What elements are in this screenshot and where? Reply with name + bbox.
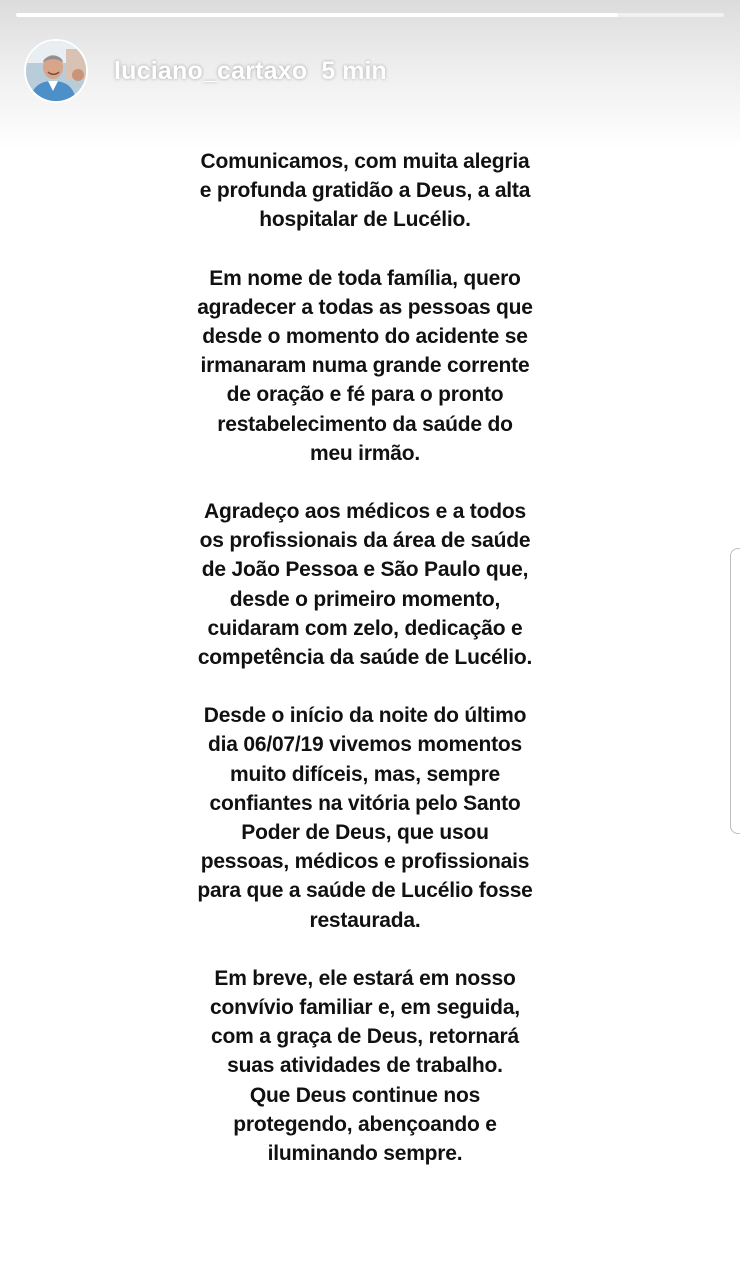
message-line: muito difíceis, mas, sempre: [229, 762, 501, 786]
message-line: desde o momento do acidente se: [202, 325, 528, 349]
message-line: protegendo, abençoando e: [233, 1112, 497, 1136]
message-paragraph: [150, 701, 580, 935]
message-line: Que Deus continue nos: [249, 1083, 481, 1107]
side-edge-handle[interactable]: [730, 548, 740, 834]
story-progress-bar: [16, 13, 724, 17]
message-line: Comunicamos, com muita alegria: [200, 150, 530, 173]
timestamp: 5 min: [321, 56, 387, 85]
message-line: confiantes na vitória pelo Santo: [209, 791, 521, 815]
message-line: Poder de Deus, que usou: [241, 821, 489, 845]
message-line: iluminando sempre.: [267, 1142, 463, 1166]
message-line: Em nome de toda família, quero: [209, 266, 521, 290]
message-line: os profissionais da área de saúde: [199, 529, 531, 553]
message-paragraph: [150, 497, 580, 672]
message-line: restaurada.: [309, 908, 421, 932]
message-paragraph: [150, 964, 580, 1168]
story-header: [24, 38, 387, 104]
message-paragraph: [150, 264, 580, 468]
message-line: cuidaram com zelo, dedicação e: [207, 616, 523, 640]
message-line: com a graça de Deus, retornará: [211, 1025, 519, 1049]
message-line: meu irmão.: [309, 441, 421, 465]
message-line: irmanaram numa grande corrente: [200, 354, 530, 378]
username[interactable]: luciano_cartaxo: [114, 56, 308, 85]
message-line: dia 06/07/19 vivemos momentos: [207, 733, 523, 757]
message-line: e profunda gratidão a Deus, a alta: [199, 179, 531, 203]
story-message: [150, 147, 580, 1168]
message-line: agradecer a todas as pessoas que: [197, 295, 533, 319]
message-line: pessoas, médicos e profissionais: [200, 850, 530, 874]
message-line: hospitalar de Lucélio.: [259, 208, 471, 232]
message-line: restabelecimento da saúde do: [217, 412, 513, 436]
message-line: para que a saúde de Lucélio fosse: [197, 879, 533, 903]
message-line: Em breve, ele estará em nosso: [214, 966, 516, 990]
message-line: de João Pessoa e São Paulo que,: [201, 558, 529, 582]
message-line: suas atividades de trabalho.: [227, 1054, 503, 1078]
avatar[interactable]: [24, 39, 88, 103]
story-progress-fill: [16, 13, 618, 17]
message-line: desde o primeiro momento,: [229, 587, 501, 611]
message-line: Agradeço aos médicos e a todos: [204, 500, 526, 524]
profile-photo-icon: [26, 41, 86, 101]
message-line: de oração e fé para o pronto: [226, 383, 504, 407]
message-paragraph: [150, 147, 580, 235]
message-line: convívio familiar e, em seguida,: [210, 996, 520, 1020]
message-line: competência da saúde de Lucélio.: [197, 646, 533, 670]
message-line: Desde o início da noite do último: [203, 704, 527, 728]
